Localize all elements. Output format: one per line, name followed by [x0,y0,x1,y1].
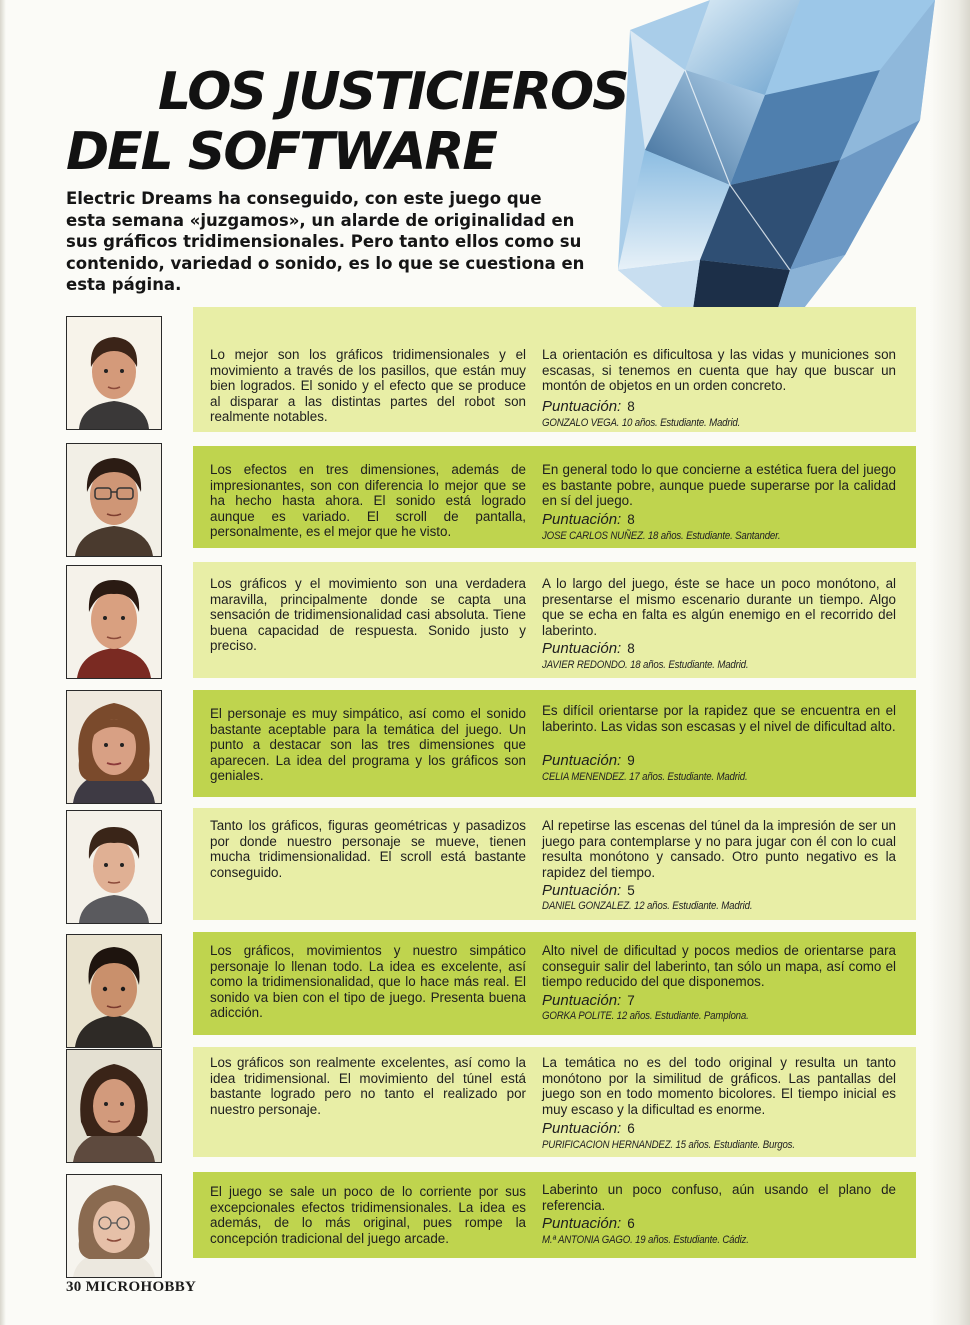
score-value: 7 [627,993,635,1008]
review-row-6 [0,932,970,1035]
reviewer-photo [66,316,162,430]
negative-review: Alto nivel de dificultad y pocos medios de orientarse para conseguir salir del laberinto, tan sólo un mapa, así como el tiempo reducido del que disponemos. [542,943,896,990]
score-value: 8 [627,641,635,656]
score-line [542,992,635,1010]
article-title [66,62,628,182]
score-line [542,882,635,900]
reviewer-byline: JOSE CARLOS NUÑEZ. 18 años. Estudiante. Santander. [542,530,781,542]
page-number: 30 [66,1279,82,1295]
score-label: Puntuación: [542,752,622,769]
positive-review: El juego se sale un poco de lo corriente por sus excepcionales efectos tridimensionales. La idea es además, de lo más original, pues rompe la concepción tradicional del juego arcade. [210,1184,526,1246]
negative-review: La orientación es dificultosa y las vidas y municiones son escasas, si tenemos en cuenta que hay que buscar un montón de objetos en un orden concreto. [542,347,896,394]
review-row-4 [0,690,970,797]
reviewer-photo [66,443,162,557]
score-line [542,1120,635,1138]
positive-review: Los gráficos son realmente excelentes, así como la idea tridimensional. El movimiento del túnel está bastante logrado pero no tanto el realizado por nuestro personaje. [210,1055,526,1117]
negative-review: Es difícil orientarse por la rapidez que se encuentra en el laberinto. Las vidas son escasas y el nivel de dificultad alto. [542,703,896,734]
reviewer-photo [66,934,162,1048]
title-line-2: DEL SOFTWARE [66,122,496,182]
negative-review: Laberinto un poco confuso, aún usando el plano de referencia. [542,1182,896,1213]
reviewer-byline: JAVIER REDONDO. 18 años. Estudiante. Madrid. [542,659,749,671]
negative-review: Al repetirse las escenas del túnel da la impresión de ser un juego para contemplarse y no para jugar con él con lo cual resulta monótono y cansado. Otro punto negativo es la rapidez del tiempo. [542,818,896,880]
score-value: 8 [627,512,635,527]
reviewer-byline: CELIA MENENDEZ. 17 años. Estudiante. Madrid. [542,771,748,783]
score-value: 6 [627,1216,635,1231]
score-value: 9 [627,753,635,768]
reviewer-photo [66,690,162,804]
score-label: Puntuación: [542,1215,622,1232]
score-label: Puntuación: [542,992,622,1009]
reviewer-byline: DANIEL GONZALEZ. 12 años. Estudiante. Madrid. [542,900,753,912]
reviewer-byline: GONZALO VEGA. 10 años. Estudiante. Madrid. [542,417,741,429]
score-line [542,398,635,416]
reviewer-photo [66,1049,162,1163]
article-intro: Electric Dreams ha conseguido, con este juego que esta semana «juzgamos», un alarde de originalidad en sus gráficos tridimensionales. Pero tanto ellos como su contenido, variedad o sonido, es lo que se cuestiona en esta página. [66,189,585,294]
score-line [542,1215,635,1233]
review-row-5 [0,808,970,920]
score-label: Puntuación: [542,1120,622,1137]
score-label: Puntuación: [542,511,622,528]
page-footer [66,1279,196,1296]
score-value: 8 [627,399,635,414]
score-line [542,752,635,770]
reviewer-photo [66,1174,162,1278]
review-row-1 [0,307,970,432]
negative-review: En general todo lo que concierne a estética fuera del juego es bastante pobre, aunque puede superarse por la calidad en sí del juego. [542,462,896,509]
reviewer-byline: PURIFICACION HERNANDEZ. 15 años. Estudiante. Burgos. [542,1139,795,1151]
reviewer-photo [66,565,162,679]
title-line-1: LOS JUSTICIEROS [158,62,628,122]
reviewer-byline: M.ª ANTONIA GAGO. 19 años. Estudiante. Cádiz. [542,1234,749,1246]
score-label: Puntuación: [542,398,622,415]
review-row-3 [0,562,970,678]
score-label: Puntuación: [542,640,622,657]
negative-review: A lo largo del juego, éste se hace un poco monótono, al presentarse el mismo escenario durante un tiempo. Algo que se echa en falta es algún enemigo en el recorrido del laberinto. [542,576,896,638]
score-line [542,640,635,658]
positive-review: Lo mejor son los gráficos tridimensionales y el movimiento a través de los pasillos, que están muy bien logrados. El sonido y el efecto que se produce al disparar a las distintas partes del robot son realmente notables. [210,347,526,425]
score-value: 5 [627,883,635,898]
score-value: 6 [627,1121,635,1136]
positive-review: El personaje es muy simpático, así como el sonido bastante aceptable para la temática del juego. Un punto a destacar son las tres dimensiones que aparecen. La idea del programa y los gráficos son geniales. [210,706,526,784]
positive-review: Los efectos en tres dimensiones, además de impresionantes, son con diferencia lo mejor que se ha hecho hasta ahora. El sonido está logrado aunque es variado. El scroll de pantalla, personalmente, es el mejor que he visto. [210,462,526,540]
positive-review: Los gráficos, movimientos y nuestro simpático personaje lo llenan todo. La idea es excelente, así como la tridimensionalidad, que lo hace más real. El sonido va bien con el tipo de juego. Presenta buena adicción. [210,943,526,1021]
positive-review: Tanto los gráficos, figuras geométricas y pasadizos por donde nuestro personaje se mueve, tienen mucha tridimensionalidad. El scroll está bastante conseguido. [210,818,526,880]
reviewer-photo [66,810,162,924]
review-row-7 [0,1047,970,1157]
review-row-8 [0,1172,970,1258]
positive-review: Los gráficos y el movimiento son una verdadera maravilla, principalmente donde se capta una sensación de tridimensionalidad casi absoluta. Tiene buena capacidad de respuesta. Sonido justo y preciso. [210,576,526,654]
magazine-name: MICROHOBBY [85,1279,197,1295]
negative-review: La temática no es del todo original y resulta un tanto monótono por la similitud de gráficos. Las pantallas del juego son en todo momento bicolores. El tiempo inicial es muy escaso y la dificultad es enorme. [542,1055,896,1117]
reviewer-byline: GORKA POLITE. 12 años. Estudiante. Pamplona. [542,1010,749,1022]
review-row-2 [0,446,970,548]
score-label: Puntuación: [542,882,622,899]
score-line [542,511,635,529]
